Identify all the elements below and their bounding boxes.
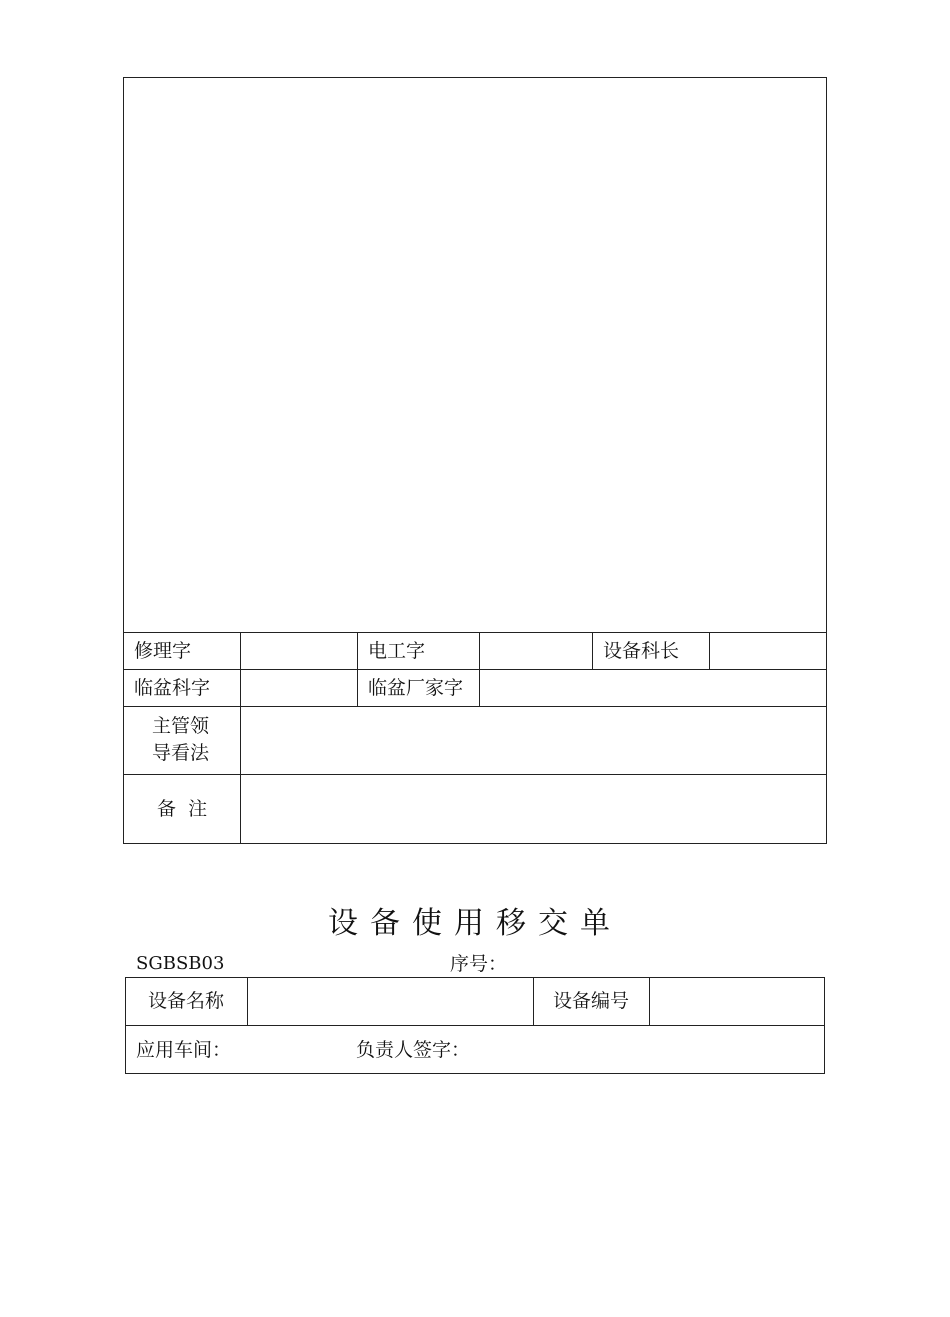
upper-form-bottom-border xyxy=(123,843,827,844)
linpen-section-sign-field[interactable] xyxy=(241,670,357,706)
form-title: 设备使用移交单 xyxy=(328,906,622,941)
equipment-name-label: 设备名称 xyxy=(148,990,225,1012)
remarks-field[interactable] xyxy=(241,775,826,843)
electrician-sign-field[interactable] xyxy=(480,633,592,669)
equipment-chief-field[interactable] xyxy=(710,633,826,669)
repair-sign-label: 修理字 xyxy=(134,640,192,662)
equipment-chief-label: 设备科长 xyxy=(603,640,680,662)
equipment-name-field[interactable] xyxy=(248,978,533,1025)
lower-form-row-divider xyxy=(125,1025,825,1026)
supervisor-opinion-label-line2: 导看法 xyxy=(152,742,210,764)
remarks-label: 备 注 xyxy=(157,798,208,820)
supervisor-opinion-field[interactable] xyxy=(241,707,826,774)
upper-form-left-border xyxy=(123,77,124,844)
form-code: SGBSB03 xyxy=(136,953,225,974)
equipment-number-label: 设备编号 xyxy=(553,990,630,1012)
linpen-factory-sign-label: 临盆厂家字 xyxy=(368,677,464,699)
linpen-section-sign-label: 临盆科字 xyxy=(134,677,211,699)
equipment-number-field[interactable] xyxy=(650,978,824,1025)
lower-form-bottom-border xyxy=(125,1073,825,1074)
upper-form-col-divider xyxy=(357,632,358,707)
repair-sign-field[interactable] xyxy=(241,633,357,669)
lower-form-col-divider xyxy=(533,977,534,1026)
serial-no-label: 序号： xyxy=(450,953,508,975)
electrician-sign-label: 电工字 xyxy=(368,640,426,662)
linpen-factory-sign-field[interactable] xyxy=(480,670,826,706)
upper-form-right-border xyxy=(826,77,827,844)
upper-form-top-border xyxy=(123,77,827,78)
upper-form-col-divider xyxy=(592,632,593,670)
workshop-label: 应用车间： xyxy=(136,1039,232,1061)
responsible-sign-label: 负责人签字： xyxy=(356,1039,471,1061)
supervisor-opinion-label-line1: 主管领 xyxy=(152,715,210,737)
